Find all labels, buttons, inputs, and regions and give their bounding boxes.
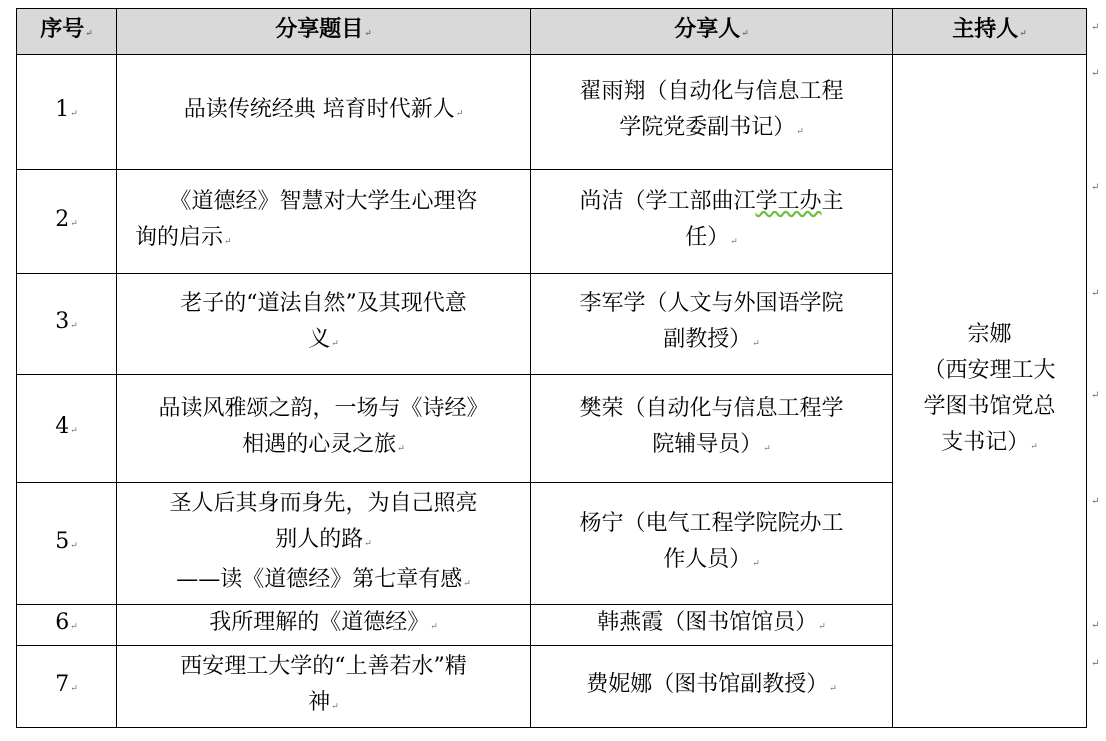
row-speaker: 杨宁（电气工程学院院办工 作人员）↵	[531, 483, 893, 605]
header-row	[17, 9, 1087, 55]
row-end-mark: ↵	[1091, 496, 1100, 507]
row-topic: 老子的“道法自然”及其现代意 义↵	[117, 274, 531, 375]
row-end-mark: ↵	[1091, 658, 1100, 669]
row-end-mark: ↵	[1091, 22, 1100, 33]
table-row	[17, 55, 1087, 170]
header-host: 主持人↵	[893, 9, 1087, 55]
row-end-mark: ↵	[1091, 182, 1100, 193]
row-index: 2↵	[17, 170, 117, 274]
header-index: 序号↵	[17, 9, 117, 55]
row-index: 5↵	[17, 483, 117, 605]
sharing-schedule-table	[16, 8, 1087, 728]
row-speaker: 韩燕霞（图书馆馆员）↵	[531, 605, 893, 646]
row-speaker: 翟雨翔（自动化与信息工程 学院党委副书记）↵	[531, 55, 893, 170]
row-end-mark: ↵	[1091, 288, 1100, 299]
row-end-mark: ↵	[1091, 620, 1100, 631]
row-index: 4↵	[17, 375, 117, 483]
spellcheck-underline: 学工办	[755, 188, 822, 214]
row-end-marks	[1089, 0, 1105, 741]
host-cell: 宗娜 （西安理工大 学图书馆党总 支书记）↵	[893, 55, 1087, 728]
row-speaker: 李军学（人文与外国语学院 副教授）↵	[531, 274, 893, 375]
row-index: 6↵	[17, 605, 117, 646]
header-speaker: 分享人↵	[531, 9, 893, 55]
row-topic: 西安理工大学的“上善若水”精 神↵	[117, 646, 531, 728]
row-speaker: 费妮娜（图书馆副教授）↵	[531, 646, 893, 728]
row-end-mark: ↵	[1091, 390, 1100, 401]
row-index: 7↵	[17, 646, 117, 728]
row-speaker: 樊荣（自动化与信息工程学 院辅导员）↵	[531, 375, 893, 483]
header-topic: 分享题目↵	[117, 9, 531, 55]
row-speaker: 尚洁（学工部曲江学工办主 任）↵	[531, 170, 893, 274]
row-topic: 《道德经》智慧对大学生心理咨 询的启示↵	[117, 170, 531, 274]
row-topic: 我所理解的《道德经》↵	[117, 605, 531, 646]
row-end-mark: ↵	[1091, 68, 1100, 79]
row-topic: 品读传统经典 培育时代新人↵	[117, 55, 531, 170]
row-topic: 品读风雅颂之韵，一场与《诗经》 相遇的心灵之旅↵	[117, 375, 531, 483]
row-index: 3↵	[17, 274, 117, 375]
row-topic: 圣人后其身而身先，为自己照亮 别人的路↵ ——读《道德经》第七章有感↵	[117, 483, 531, 605]
row-index: 1↵	[17, 55, 117, 170]
